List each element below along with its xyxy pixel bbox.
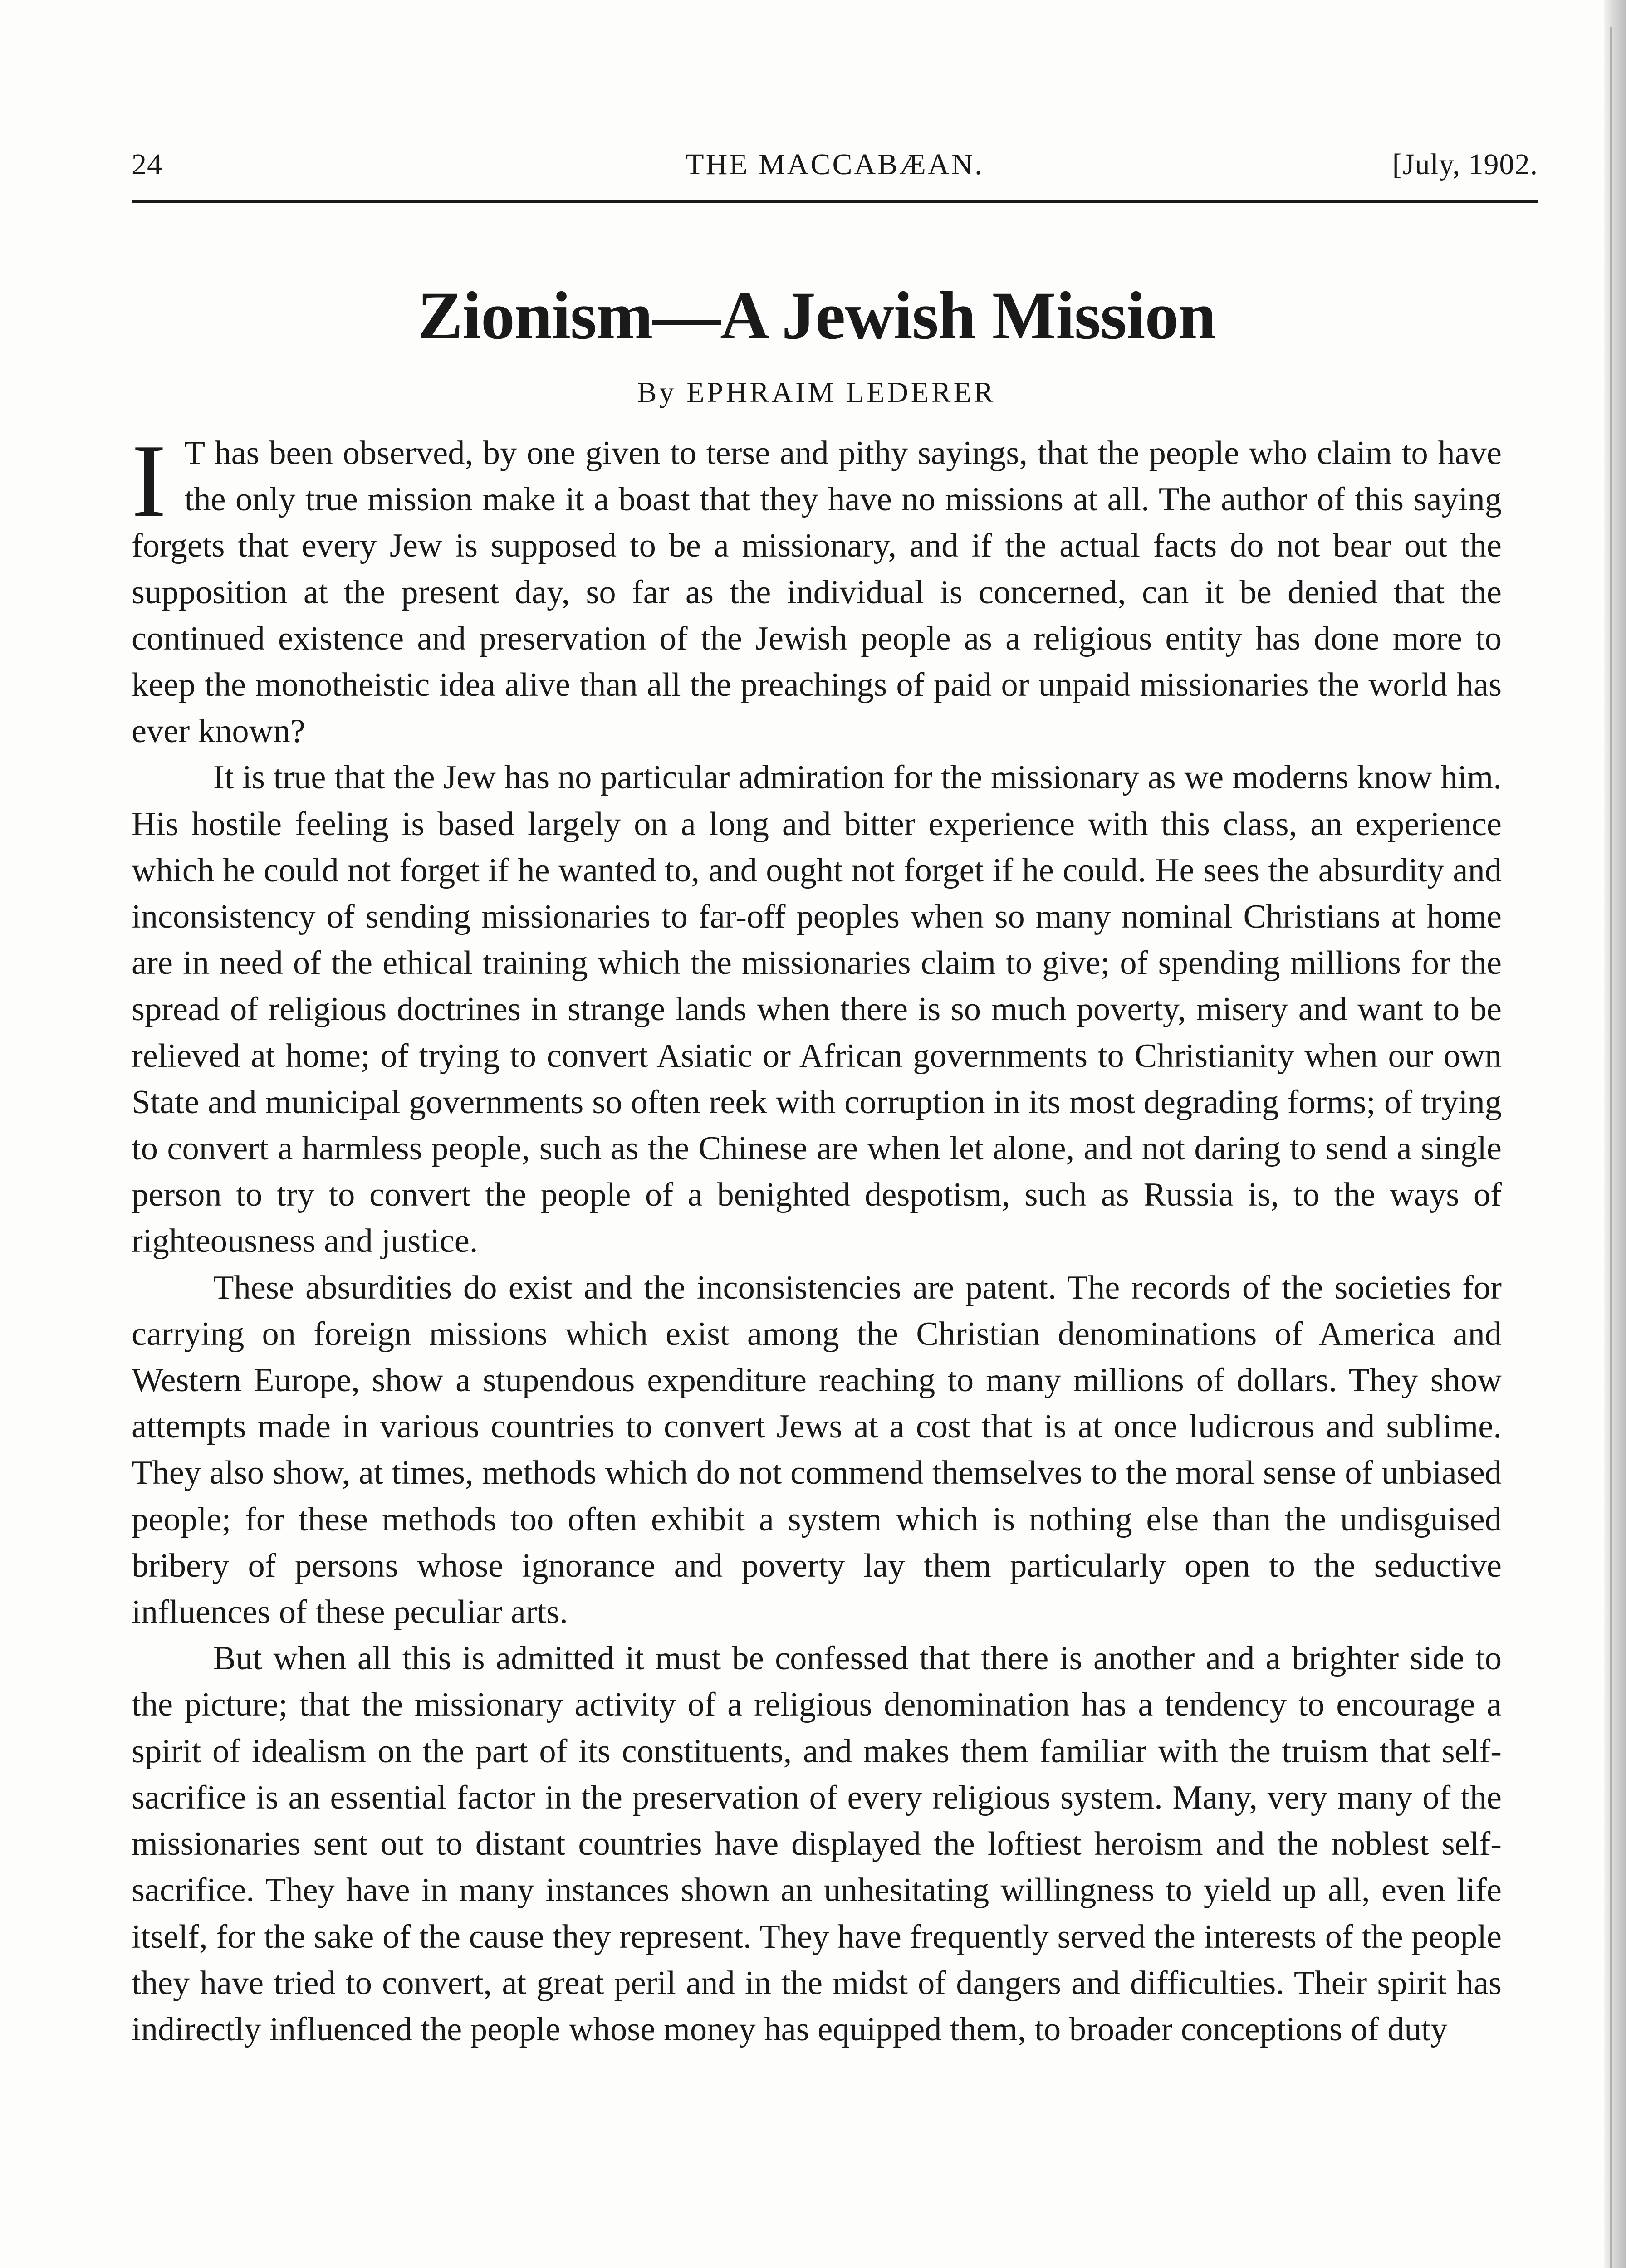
article-body — [132, 423, 1502, 2053]
page-number: 24 — [132, 148, 162, 181]
article-byline: By EPHRAIM LEDERER — [637, 376, 996, 408]
header-rule — [132, 200, 1538, 203]
paragraph-2: It is true that the Jew has no particular admiration for the missionary as we moderns know him. His hostile feeling is based largely on a long and bitter experience with this class, an experience which he could not forget if he wanted to, and ought not forget if he could. He sees the absurdity and inconsistency of sending missionaries to far-off peoples when so many nominal Christians at home are in need of the ethical training which the missionaries claim to give; of spending millions for the spread of religious doctrines in strange lands when there is so much poverty, misery and want to be relieved at home; of trying to convert Asiatic or African governments to Christianity when our own State and municipal governments so often reek with corruption in its most degrading forms; of trying to convert a harmless people, such as the Chinese are when let alone, and not daring to send a single person to try to convert the people of a benighted despotism, such as Russia is, to the ways of righteousness and justice. — [132, 759, 1502, 1260]
running-header — [132, 138, 1538, 197]
drop-cap: I — [132, 423, 167, 538]
paragraph-3: These absurdities do exist and the inconsistencies are patent. The records of the societies for carrying on foreign missions which exist among the Christian denominations of America and Western Europe, show a stupendous expenditure reaching to many millions of dollars. They show attempts made in various countries to convert Jews at a cost that is at once ludicrous and sublime. They also show, at times, methods which do not commend themselves to the moral sense of unbiased people; for these methods too often exhibit a system which is nothing else than the undisguised bribery of persons whose ignorance and poverty lay them particularly open to the seductive influences of these peculiar arts. — [132, 1269, 1502, 1631]
paragraph-1-text: T has been observed, by one given to terse and pithy sayings, that the people who claim to have the only true mission make it a boast that they have no missions at all. The author of this saying forgets that every Jew is supposed to be a missionary, and if the actual facts do not bear out the supposition at the present day, so far as the individual is concerned, can it be denied that the continued existence and preservation of the Jewish people as a religious entity has done more to keep the monotheistic idea alive than all the preachings of paid or unpaid missionaries the world has ever known? — [132, 435, 1502, 750]
page-binding-line — [1610, 27, 1612, 2268]
publication-title: THE MACCABÆAN. — [686, 148, 984, 181]
paragraph-1 — [132, 423, 1502, 754]
paragraph-4: But when all this is admitted it must be confessed that there is another and a brighter side to the picture; that the missionary activity of a religious denomination has a tendency to encourage a spirit of idealism on the part of its constituents, and makes them familiar with the truism that self-sacrifice is an essential factor in the preservation of every religious system. Many, very many of the missionaries sent out to distant countries have displayed the loftiest heroism and the noblest self-sacrifice. They have in many instances shown an unhesitating willingness to yield up all, even life itself, for the sake of the cause they represent. They have frequently served the interests of the people they have tried to convert, at great peril and in the midst of dangers and difficulties. Their spirit has indirectly influenced the people whose money has equipped them, to broader conceptions of duty — [132, 1640, 1502, 2048]
issue-date: [July, 1902. — [1392, 148, 1538, 181]
page-edge-shadow — [1604, 0, 1626, 2268]
article-title: Zionism—A Jewish Mission — [417, 278, 1216, 353]
